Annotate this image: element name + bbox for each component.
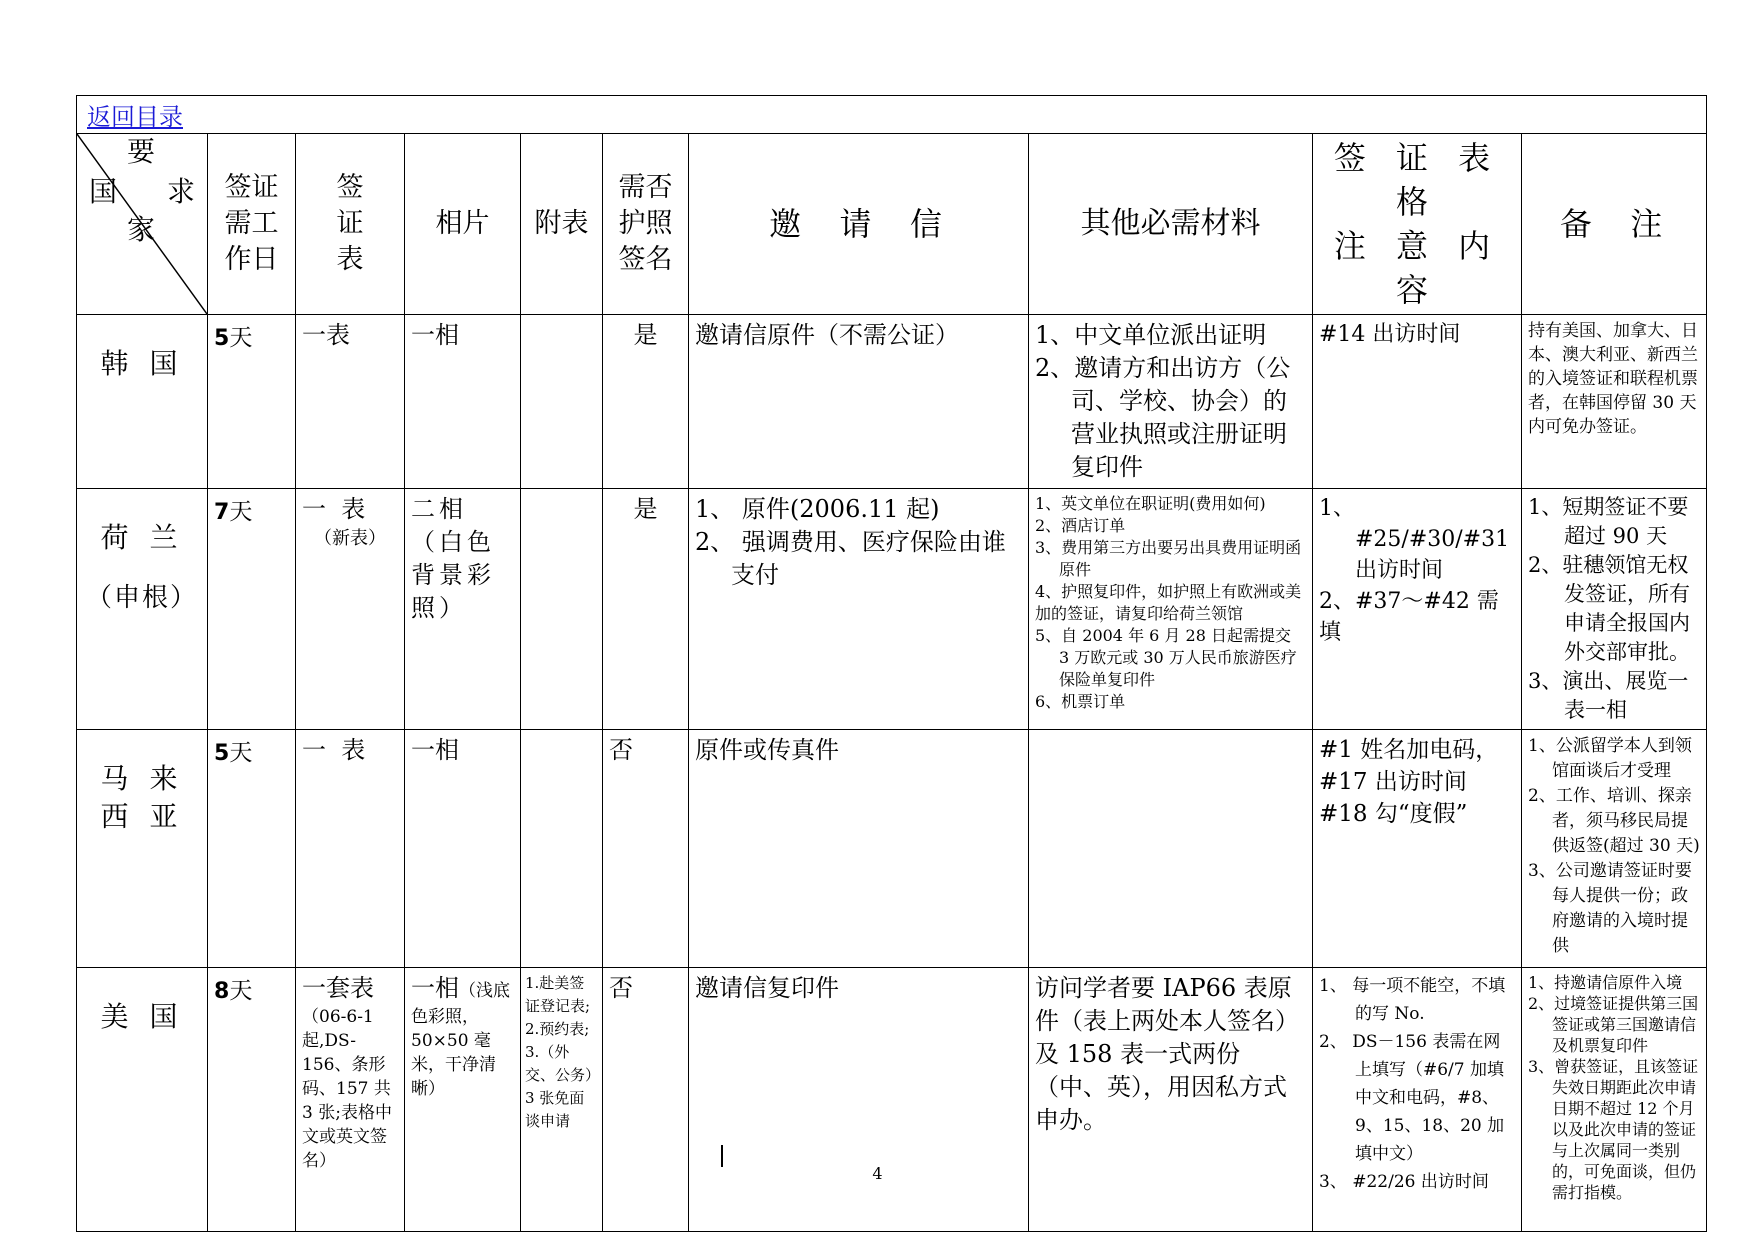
row-malaysia bbox=[77, 730, 1707, 968]
remarks: 1、短期签证不要超过 90 天 2、驻穗领馆无权发签证，所有申请全报国内外交部审批。 3、演出、展览一表一相 bbox=[1522, 489, 1707, 730]
visa-form: 一 表 （新表） bbox=[296, 489, 405, 730]
form-notes: 1、 #25/#30/#31 出访时间 2、#37～#42 需填 bbox=[1313, 489, 1522, 730]
passport-sign: 是 bbox=[603, 489, 689, 730]
visa-form: 一 表 bbox=[296, 730, 405, 968]
other-materials: 1、英文单位在职证明(费用如何) 2、酒店订单 3、费用第三方出要另出具费用证明函原件 4、护照复印件，如护照上有欧洲或美加的签证，请复印给荷兰领馆 5、自 2004 年 6 月 28 日起需提交 3 万欧元或 30 万人民币旅游医疗保险单复印件 6、机票订单 bbox=[1029, 489, 1313, 730]
header-diag-jia: 家 bbox=[127, 213, 156, 246]
header-diag-top: 要 bbox=[127, 135, 156, 168]
visa-form: 一套表 （06-6-1 起,DS-156、条形码、157 共 3 张;表格中文或英文签名） bbox=[296, 968, 405, 1232]
work-days: 8天 bbox=[208, 968, 296, 1232]
header-photo: 相片 bbox=[405, 134, 521, 315]
other-materials: 访问学者要 IAP66 表原件（表上两处本人签名）及 158 表一式两份（中、英），用因私方式申办。 bbox=[1029, 968, 1313, 1232]
invitation: 邀请信原件（不需公证） bbox=[689, 315, 1029, 489]
photo: 一相（浅底色彩照，50×50 毫米，干净清晰） bbox=[405, 968, 521, 1232]
passport-sign: 否 bbox=[603, 730, 689, 968]
remarks: 1、持邀请信原件入境 2、过境签证提供第三国签证或第三国邀请信及机票复印件 3、曾获签证，且该签证失效日期距此次申请日期不超过 12 个月以及此次申请的签证与上次属同一类别的，可免面谈，但仍需打指模。 bbox=[1522, 968, 1707, 1232]
visa-table bbox=[76, 95, 1707, 1232]
header-visa-form: 签 证 表 bbox=[296, 134, 405, 315]
header-work-days: 签证 需工 作日 bbox=[208, 134, 296, 315]
remarks: 持有美国、加拿大、日本、澳大利亚、新西兰的入境签证和联程机票者，在韩国停留 30 天内可免办签证。 bbox=[1522, 315, 1707, 489]
form-notes: #14 出访时间 bbox=[1313, 315, 1522, 489]
header-attachment: 附表 bbox=[521, 134, 603, 315]
page-number: 4 bbox=[872, 1164, 883, 1183]
row-korea bbox=[77, 315, 1707, 489]
other-materials bbox=[1029, 730, 1313, 968]
row-usa bbox=[77, 968, 1707, 1232]
other-materials: 1、中文单位派出证明 2、邀请方和出访方（公司、学校、协会）的营业执照或注册证明复印件 bbox=[1029, 315, 1313, 489]
header-invitation: 邀 请 信 bbox=[689, 134, 1029, 315]
invitation: 邀请信复印件 bbox=[689, 968, 1029, 1232]
back-row bbox=[77, 96, 1707, 134]
attachment bbox=[521, 730, 603, 968]
form-notes: 1、 每一项不能空，不填的写 No. 2、 DS－156 表需在网上填写（#6/7 加填中文和电码，#8、9、15、18、20 加填中文） 3、 #22/26 出访时间 bbox=[1313, 968, 1522, 1232]
visa-form: 一表 bbox=[296, 315, 405, 489]
photo: 一相 bbox=[405, 730, 521, 968]
passport-sign: 否 bbox=[603, 968, 689, 1232]
attachment bbox=[521, 315, 603, 489]
row-netherlands bbox=[77, 489, 1707, 730]
remarks: 1、公派留学本人到领馆面谈后才受理 2、工作、培训、探亲者，须马移民局提供返签(超过 30 天) 3、公司邀请签证时要每人提供一份；政府邀请的入境时提供 bbox=[1522, 730, 1707, 968]
header-diag-req: 求 bbox=[167, 175, 196, 208]
header-diag-guo: 国 bbox=[89, 175, 118, 208]
work-days: 7天 bbox=[208, 489, 296, 730]
header-passport-sign: 需否 护照 签名 bbox=[603, 134, 689, 315]
photo: 二相（白色背景彩照） bbox=[405, 489, 521, 730]
header-form-notes: 签 证 表 格 注 意 内 容 bbox=[1313, 134, 1522, 315]
header-other-materials: 其他必需材料 bbox=[1029, 134, 1313, 315]
back-to-contents-link[interactable]: 返回目录 bbox=[87, 103, 183, 131]
passport-sign: 是 bbox=[603, 315, 689, 489]
invitation: 1、 原件(2006.11 起) 2、 强调费用、医疗保险由谁支付 bbox=[689, 489, 1029, 730]
work-days: 5天 bbox=[208, 730, 296, 968]
country-name: 韩 国 bbox=[77, 315, 208, 489]
work-days: 5天 bbox=[208, 315, 296, 489]
invitation: 原件或传真件 bbox=[689, 730, 1029, 968]
header-row bbox=[77, 134, 1707, 315]
photo: 一相 bbox=[405, 315, 521, 489]
country-name: 荷 兰 （申根） bbox=[77, 489, 208, 730]
country-name: 马 来 西 亚 bbox=[77, 730, 208, 968]
visa-requirements-sheet bbox=[76, 95, 1706, 1202]
form-notes: #1 姓名加电码， #17 出访时间 #18 勾“度假” bbox=[1313, 730, 1522, 968]
country-name: 美 国 bbox=[77, 968, 208, 1232]
attachment bbox=[521, 489, 603, 730]
attachment: 1.赴美签证登记表; 2.预约表; 3.（外交、公务）3 张免面谈申请 bbox=[521, 968, 603, 1232]
header-remarks: 备 注 bbox=[1522, 134, 1707, 315]
country-requirement-header bbox=[77, 134, 208, 315]
